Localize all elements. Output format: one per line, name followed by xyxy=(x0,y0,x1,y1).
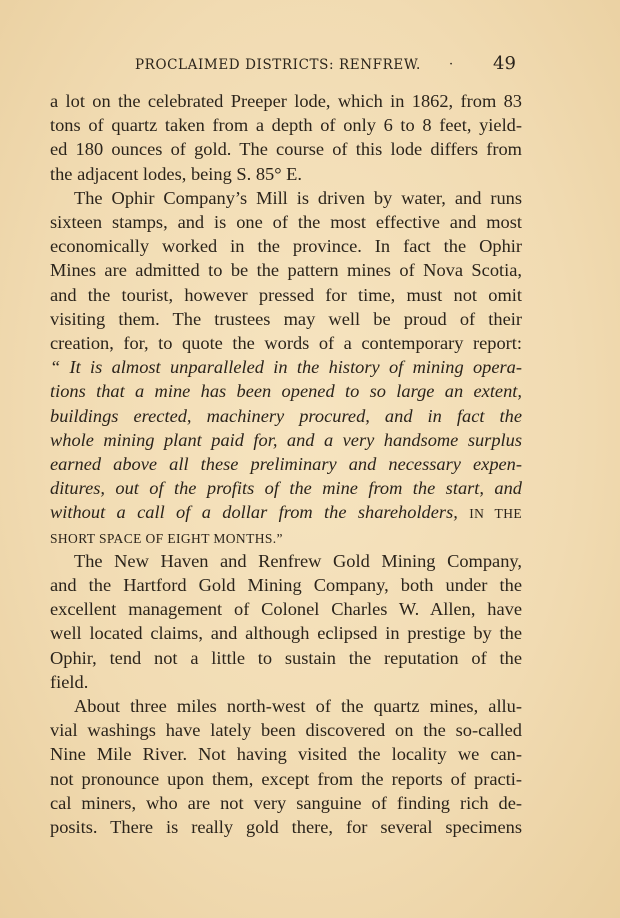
line-text: and the Hartford Gold Mining Company, both under the xyxy=(50,575,522,595)
line-text: the adjacent lodes, being S. 85° E. xyxy=(50,163,302,184)
header-separator: · xyxy=(449,57,454,72)
italic-quote-text: buildings erected, machinery procured, and in fact the xyxy=(50,405,522,426)
line-text: Mines are admitted to be the pattern mines of Nova Scotia, xyxy=(50,260,522,281)
text-line xyxy=(50,502,522,524)
line-text: not pronounce upon them, except from the reports of practi- xyxy=(50,768,522,789)
text-line xyxy=(50,164,522,184)
italic-quote-text: earned above all these preliminary and necessary expen- xyxy=(50,454,522,474)
line-text: vial washings have lately been discovered on the so-called xyxy=(50,720,522,741)
text-line xyxy=(50,333,522,353)
text-line xyxy=(50,793,522,813)
text-line xyxy=(50,696,522,716)
text-line xyxy=(50,817,522,837)
line-text: field. xyxy=(50,671,89,692)
text-line xyxy=(50,430,522,450)
text-line xyxy=(50,309,522,329)
text-line xyxy=(50,672,522,692)
text-line xyxy=(50,91,522,111)
text-line xyxy=(50,357,522,377)
text-line xyxy=(50,744,522,764)
text-line xyxy=(50,454,522,474)
line-text: excellent management of Colonel Charles W. Allen, have xyxy=(50,599,522,620)
text-line xyxy=(50,381,522,401)
line-text: sixteen stamps, and is one of the most effective and most xyxy=(50,212,522,232)
line-text: Ophir, tend not a little to sustain the reputation of the xyxy=(50,647,522,668)
line-text: a lot on the celebrated Preeper lode, which in 1862, from 83 xyxy=(50,91,522,111)
line-text: The New Haven and Renfrew Gold Mining Company, xyxy=(74,550,522,571)
italic-quote-text: ditures, out of the profits of the mine from the start, and xyxy=(50,478,522,499)
italic-quote-text: “ It is almost unparalleled in the history of mining opera- xyxy=(50,357,522,378)
italic-quote-text: whole mining plant paid for, and a very handsome surplus xyxy=(50,429,522,450)
small-caps-text: SHORT SPACE OF EIGHT MONTHS.” xyxy=(50,530,283,546)
page-number: 49 xyxy=(493,53,516,74)
text-line xyxy=(50,260,522,280)
text-line xyxy=(50,623,522,643)
line-text: cal miners, who are not very sanguine of finding rich de- xyxy=(50,792,522,813)
line-text: creation, for, to quote the words of a contemporary report: xyxy=(50,333,522,353)
line-text: tons of quartz taken from a depth of only 6 to 8 feet, yield- xyxy=(50,115,522,136)
text-line xyxy=(50,551,522,571)
running-head: PROCLAIMED DISTRICTS: RENFREW. xyxy=(135,57,421,73)
line-text: visiting them. The trustees may well be proud of their xyxy=(50,308,522,329)
line-text: About three miles north-west of the quartz mines, allu- xyxy=(74,696,522,716)
line-text: economically worked in the province. In fact the Ophir xyxy=(50,236,522,257)
line-text: ed 180 ounces of gold. The course of this lode differs from xyxy=(50,139,522,160)
line-text: and the tourist, however pressed for time, must not omit xyxy=(50,284,522,305)
italic-quote-text: without a call of a dollar from the shareholders, xyxy=(50,502,470,523)
text-line xyxy=(50,139,522,159)
text-line xyxy=(50,406,522,426)
text-line xyxy=(50,236,522,256)
text-line xyxy=(50,720,522,740)
line-text: posits. There is really gold there, for several specimens xyxy=(50,817,522,837)
text-line xyxy=(50,599,522,619)
text-line xyxy=(50,769,522,789)
text-line xyxy=(50,527,522,549)
line-text: Nine Mile River. Not having visited the locality we can- xyxy=(50,744,522,765)
text-line xyxy=(50,212,522,232)
text-line xyxy=(50,188,522,208)
text-line xyxy=(50,115,522,135)
small-caps-text: IN THE xyxy=(469,506,522,522)
text-line xyxy=(50,285,522,305)
line-text: The Ophir Company’s Mill is driven by water, and runs xyxy=(74,187,522,208)
line-text: well located claims, and although eclipsed in prestige by the xyxy=(50,623,522,644)
text-line xyxy=(50,478,522,498)
italic-quote-text: tions that a mine has been opened to so large an extent, xyxy=(50,381,522,402)
text-line xyxy=(50,575,522,595)
text-line xyxy=(50,648,522,668)
